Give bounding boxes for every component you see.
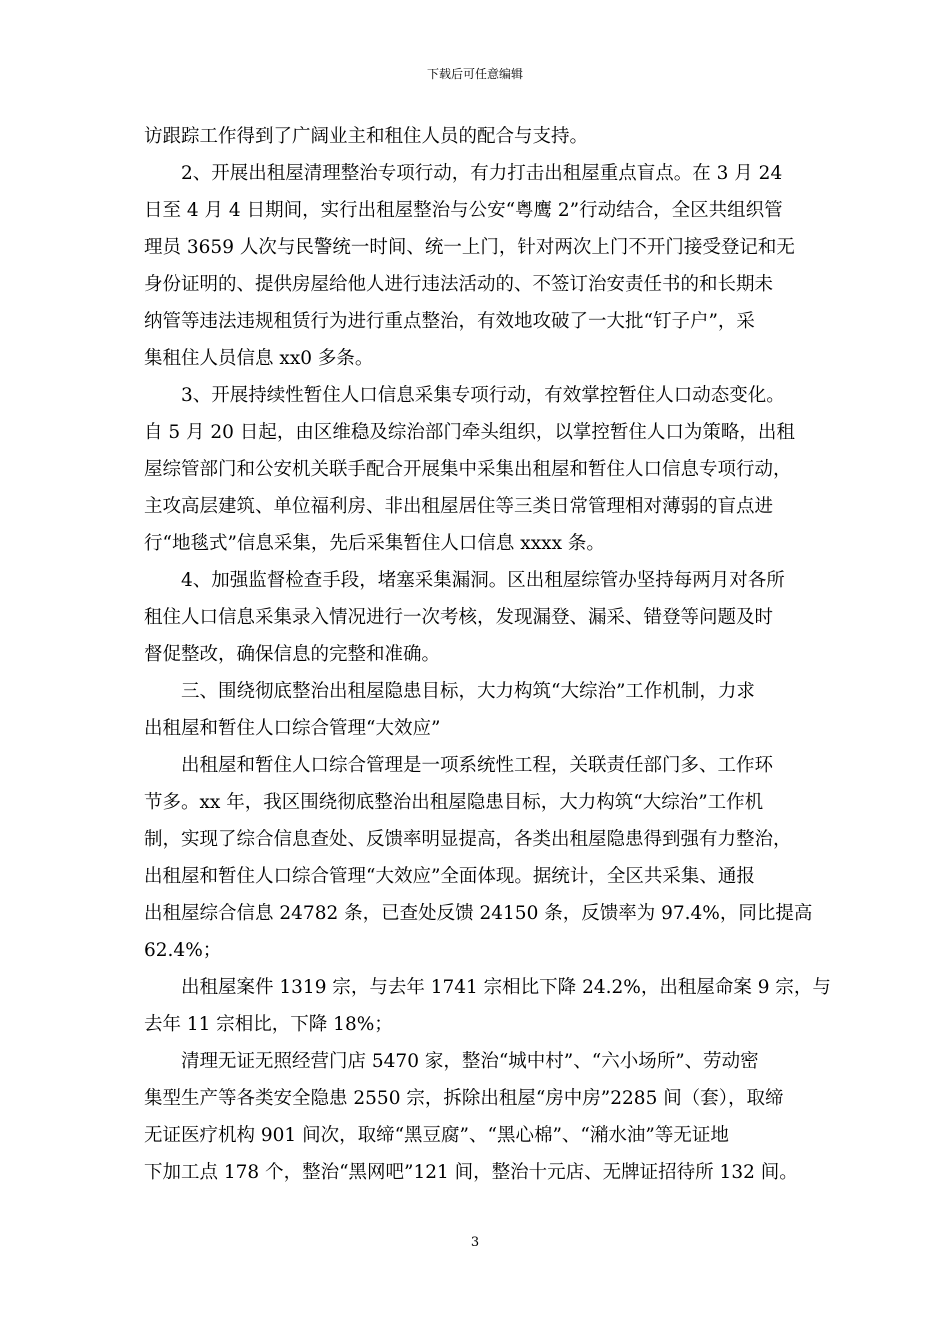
text-line: 无证医疗机构 901 间次，取缔“黑豆腐”、“黑心棉”、“潲水油”等无证地 <box>144 1125 729 1146</box>
text-line: 下加工点 178 个，整治“黑网吧”121 间，整治十元店、无牌证招待所 132 间。 <box>144 1162 798 1183</box>
text-line: 节多。xx 年，我区围绕彻底整治出租屋隐患目标，大力构筑“大综治”工作机 <box>144 792 764 813</box>
text-line: 清理无证无照经营门店 5470 家，整治“城中村”、“六小场所”、劳动密 <box>181 1051 759 1072</box>
text-line: 纳管等违法违规租赁行为进行重点整治，有效地攻破了一大批“钉子户”，采 <box>144 311 755 332</box>
page-number: 3 <box>470 1235 480 1250</box>
section-heading-line: 出租屋和暂住人口综合管理“大效应” <box>144 718 441 739</box>
text-line: 制，实现了综合信息查处、反馈率明显提高，各类出租屋隐患得到强有力整治， <box>144 829 792 850</box>
page-header: 下载后可任意编辑 <box>426 67 523 81</box>
text-line: 屋综管部门和公安机关联手配合开展集中采集出租屋和暂住人口信息专项行动， <box>144 459 792 480</box>
text-line: 4、加强监督检查手段，堵塞采集漏洞。区出租屋综管办坚持每两月对各所 <box>181 570 785 591</box>
text-line: 62.4%； <box>144 940 222 961</box>
section-heading-line: 三、围绕彻底整治出租屋隐患目标，大力构筑“大综治”工作机制，力求 <box>181 681 755 702</box>
text-line: 去年 11 宗相比，下降 18%； <box>144 1014 393 1035</box>
text-line: 3、开展持续性暂住人口信息采集专项行动，有效掌控暂住人口动态变化。 <box>181 385 785 406</box>
text-line: 租住人口信息采集录入情况进行一次考核，发现漏登、漏采、错登等问题及时 <box>144 607 774 628</box>
text-line: 集型生产等各类安全隐患 2550 宗，拆除出租屋“房中房”2285 间（套），取缔 <box>144 1088 784 1109</box>
text-line: 督促整改，确保信息的完整和准确。 <box>144 644 441 665</box>
document-body <box>144 118 831 1191</box>
text-line: 2、开展出租屋清理整治专项行动，有力打击出租屋重点盲点。在 3 月 24 <box>181 163 783 184</box>
text-line: 理员 3659 人次与民警统一时间、统一上门，针对两次上门不开门接受登记和无 <box>144 237 795 258</box>
text-line: 日至 4 月 4 日期间，实行出租屋整治与公安“粤鹰 2”行动结合，全区共组织管 <box>144 200 783 221</box>
text-line: 出租屋综合信息 24782 条，已查处反馈 24150 条，反馈率为 97.4%，同比提高 <box>144 903 813 924</box>
text-line: 出租屋和暂住人口综合管理“大效应”全面体现。据统计，全区共采集、通报 <box>144 866 755 887</box>
text-line: 自 5 月 20 日起，由区维稳及综治部门牵头组织，以掌控暂住人口为策略，出租 <box>144 422 795 443</box>
text-line: 行“地毯式”信息采集，先后采集暂住人口信息 xxxx 条。 <box>144 533 605 554</box>
text-line: 出租屋和暂住人口综合管理是一项系统性工程，关联责任部门多、工作环 <box>181 755 774 776</box>
text-line: 访跟踪工作得到了广阔业主和租住人员的配合与支持。 <box>144 126 589 147</box>
text-line: 主攻高层建筑、单位福利房、非出租屋居住等三类日常管理相对薄弱的盲点进 <box>144 496 774 517</box>
text-line: 集租住人员信息 xx0 多条。 <box>144 348 374 369</box>
text-line: 出租屋案件 1319 宗，与去年 1741 宗相比下降 24.2%，出租屋命案 9 宗，与 <box>181 977 831 998</box>
text-line: 身份证明的、提供房屋给他人进行违法活动的、不签订治安责任书的和长期未 <box>144 274 774 295</box>
